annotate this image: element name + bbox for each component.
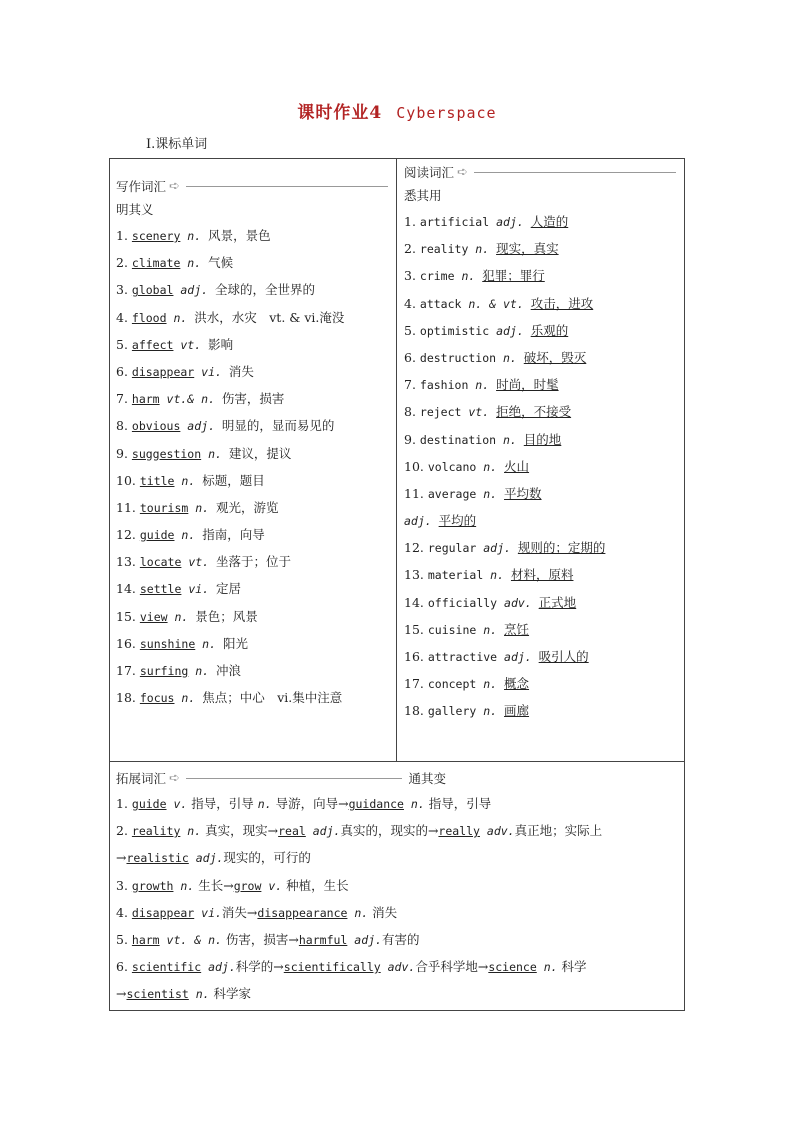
item-pos: n. (461, 269, 483, 284)
item-word: attractive (427, 650, 505, 664)
item-pos: vt.& n. (159, 392, 222, 407)
item-number: 17. (116, 663, 140, 678)
item-meaning: 焦点；中心 vi.集中注意 (202, 690, 343, 706)
item-number: 5. (116, 336, 132, 352)
item-word: title (139, 473, 175, 488)
extension-header-label: 拓展词汇 (116, 771, 167, 786)
item-pos: n. (257, 797, 272, 811)
item-pos: n. (166, 310, 195, 325)
item-number: 4. (116, 309, 132, 325)
list-item (116, 358, 392, 385)
item-word: reality (419, 242, 476, 257)
item-word: tourism (139, 500, 189, 515)
list-item (116, 412, 392, 439)
item-text: 消失 (368, 904, 398, 920)
item-pos: n. (483, 622, 505, 637)
item-word: scenery (131, 229, 181, 243)
list-item (116, 926, 681, 953)
item-pos: vt. (468, 405, 497, 420)
item-number: 6. (404, 349, 420, 365)
item-meaning: 目的地 (523, 431, 562, 447)
item-word: realistic (126, 851, 189, 866)
item-word: fashion (419, 378, 476, 393)
list-item (404, 317, 680, 344)
item-pos: n. (403, 797, 425, 811)
item-text: → (116, 850, 127, 866)
list-item (404, 534, 680, 561)
table-divider-horizontal (109, 761, 685, 762)
item-number: 10. (404, 458, 428, 474)
item-word: optimistic (419, 323, 497, 338)
item-meaning: 洪水，水灾 vt. & vi.淹没 (194, 309, 345, 325)
item-pos: n. (347, 905, 369, 920)
writing-list (116, 222, 392, 711)
item-word: obvious (131, 419, 181, 434)
item-meaning: 乐观的 (530, 322, 569, 338)
list-item (404, 643, 680, 670)
item-word: view (139, 609, 168, 624)
item-pos: v. (261, 878, 283, 893)
item-word: flood (131, 310, 167, 325)
item-meaning: 观光，游览 (216, 499, 279, 515)
item-pos: adj. (496, 215, 531, 229)
list-item (116, 521, 392, 548)
item-number: 2. (116, 255, 132, 271)
item-word: climate (131, 256, 181, 271)
item-pos: vt. (173, 337, 209, 352)
item-pos: n. (180, 229, 209, 243)
item-text: 科学 (557, 959, 587, 975)
list-item (404, 453, 680, 480)
item-number: 9. (116, 445, 132, 461)
item-text: 3. (116, 877, 132, 893)
list-item (116, 603, 392, 630)
list-item (116, 575, 392, 602)
item-pos: vt. & n. (159, 932, 222, 947)
item-text: 伤害，损害→ (221, 931, 299, 947)
item-meaning: 阳光 (222, 635, 248, 651)
list-item (116, 980, 681, 1007)
item-text: 科学的→ (235, 959, 284, 975)
list-item (404, 398, 680, 425)
item-pos: adv. (380, 960, 416, 975)
item-pos: adj. (173, 283, 215, 298)
item-word: affect (131, 337, 174, 352)
item-meaning: 明显的，显而易见的 (221, 418, 335, 434)
list-item (404, 589, 680, 616)
item-number: 8. (116, 418, 132, 434)
item-text: → (116, 986, 127, 1002)
item-pos: n. (180, 256, 209, 271)
item-number: 18. (404, 703, 428, 719)
item-text: 种植，生长 (282, 877, 349, 893)
item-number: 14. (116, 581, 140, 597)
double-arrow-icon: ➪ (169, 178, 177, 194)
list-item (404, 561, 680, 588)
item-number: 7. (404, 377, 420, 393)
extension-header-tail: 通其变 (408, 771, 446, 786)
item-word: sunshine (139, 636, 196, 651)
item-word: real (278, 824, 306, 839)
item-number: 16. (404, 649, 428, 664)
list-item (116, 467, 392, 494)
item-number: 6. (116, 363, 132, 379)
title-en: Cyberspace (396, 104, 497, 122)
item-number: 3. (404, 268, 420, 284)
item-pos: n. (483, 459, 505, 474)
double-arrow-icon: ➪ (169, 770, 177, 786)
item-word: destination (419, 432, 503, 447)
item-meaning: 现实，真实 (496, 241, 559, 257)
list-item (404, 670, 680, 697)
item-meaning: 影响 (208, 336, 234, 352)
item-text: 5. (116, 931, 132, 947)
item-pos: adj. (496, 323, 531, 338)
item-text: 现实的，可行的 (223, 850, 311, 866)
list-item (404, 480, 680, 507)
item-pos: n. (188, 664, 217, 678)
title-cn: 课时作业4 (297, 103, 383, 123)
item-word: average (427, 486, 484, 501)
item-pos: adj. (180, 419, 222, 434)
item-text: 指导，引导 (187, 796, 258, 811)
item-number: 12. (404, 540, 428, 556)
double-arrow-icon: ➪ (457, 164, 465, 180)
extension-header (116, 766, 446, 790)
item-word: scientific (131, 960, 202, 975)
item-number: 9. (404, 431, 420, 447)
item-number: 13. (116, 554, 140, 570)
item-pos: n. (490, 568, 511, 583)
reading-header (404, 160, 680, 184)
item-word: volcano (427, 459, 484, 474)
item-pos: v. (166, 797, 188, 811)
item-pos: n. (188, 500, 217, 515)
item-word: attack (419, 296, 469, 311)
item-number: 16. (116, 635, 140, 651)
item-meaning: 景色；风景 (195, 608, 258, 624)
item-number: 2. (404, 241, 420, 257)
item-word: destruction (419, 350, 503, 365)
item-text: 生长→ (194, 877, 234, 893)
list-item (116, 817, 681, 844)
item-word: guidance (348, 797, 404, 811)
section-label: Ⅰ.课标单词 (146, 137, 208, 152)
list-item (116, 657, 392, 684)
item-text: 2. (116, 823, 132, 839)
item-number: 8. (404, 404, 420, 420)
page-title (0, 98, 794, 123)
dash-line (186, 186, 388, 187)
item-word: reality (131, 824, 181, 839)
list-item (116, 494, 392, 521)
list-item (116, 331, 392, 358)
item-pos: n. (174, 528, 203, 543)
item-number: 17. (404, 676, 428, 692)
item-meaning: 全球的，全世界的 (215, 282, 316, 298)
item-word: artificial (419, 215, 497, 229)
item-meaning: 材料，原料 (510, 567, 574, 583)
item-meaning: 犯罪；罪行 (482, 268, 545, 284)
item-meaning: 吸引人的 (538, 649, 589, 664)
list-item (116, 953, 681, 980)
item-word: officially (427, 595, 505, 610)
item-text: 科学家 (209, 986, 252, 1002)
item-word: locate (139, 555, 182, 570)
list-item (116, 790, 681, 817)
list-item (404, 697, 680, 724)
item-meaning: 人造的 (530, 214, 569, 229)
item-number: 18. (116, 690, 140, 706)
list-item (116, 872, 681, 899)
item-number: 15. (404, 621, 428, 637)
reading-sub: 悉其用 (404, 188, 442, 203)
item-number: 3. (116, 282, 132, 298)
item-word: scientist (126, 987, 189, 1002)
item-word: harm (131, 932, 160, 947)
item-meaning: 伤害，损害 (221, 391, 285, 407)
item-word: disappearance (257, 905, 348, 920)
list-item (404, 426, 680, 453)
item-text: 合乎科学地→ (415, 959, 489, 975)
item-word: scientifically (283, 960, 381, 975)
item-number: 14. (404, 594, 428, 610)
item-meaning: 正式地 (538, 594, 577, 610)
item-meaning: 平均数 (504, 485, 542, 501)
list-item (404, 235, 680, 262)
reading-list (404, 208, 680, 725)
item-word: cuisine (427, 622, 484, 637)
item-word: gallery (427, 704, 484, 719)
item-pos: adj. (188, 851, 224, 866)
item-pos: adj. (201, 960, 236, 975)
list-item (116, 899, 681, 926)
list-item (404, 507, 680, 534)
item-text: 指导，引导 (424, 796, 492, 811)
item-text: 导游，向导→ (271, 796, 349, 811)
item-word: reject (419, 405, 469, 420)
item-word: focus (139, 691, 175, 706)
list-item (404, 262, 680, 289)
item-pos: n. (167, 609, 196, 624)
item-pos: vi. (194, 905, 222, 920)
list-item (116, 304, 392, 331)
item-text: 6. (116, 959, 132, 975)
item-number: 12. (116, 527, 140, 543)
item-pos: n. (483, 704, 505, 719)
item-pos: n. (483, 486, 505, 501)
item-meaning: 火山 (504, 458, 530, 474)
item-meaning: 建议，提议 (228, 445, 292, 461)
item-word: growth (131, 878, 174, 893)
item-number: 11. (116, 499, 140, 515)
item-word: settle (139, 582, 182, 597)
item-word: grow (233, 878, 262, 893)
item-meaning: 气候 (208, 255, 234, 271)
item-text: 有害的 (381, 931, 420, 947)
writing-sub: 明其义 (116, 202, 154, 217)
item-meaning: 概念 (504, 676, 530, 692)
item-word: guide (139, 528, 175, 543)
item-number: 15. (116, 608, 140, 624)
item-meaning: 平均的 (438, 513, 477, 529)
item-text: 真正地；实际上 (514, 823, 603, 839)
item-meaning: 画廊 (504, 703, 530, 719)
item-text: 4. (116, 904, 132, 920)
item-text: 1. (116, 796, 132, 811)
item-word: concept (427, 677, 484, 692)
item-number: 4. (404, 295, 420, 311)
item-meaning: 规则的；定期的 (517, 540, 606, 556)
item-word: surfing (139, 664, 189, 678)
list-item (116, 222, 392, 249)
list-item (404, 371, 680, 398)
item-meaning: 消失 (228, 363, 254, 379)
list-item (116, 630, 392, 657)
item-meaning: 风景，景色 (208, 228, 271, 243)
item-pos: n. (475, 242, 497, 257)
reading-header-label: 阅读词汇 (404, 165, 455, 180)
extension-list (116, 790, 681, 1008)
item-text: 消失→ (221, 904, 258, 920)
item-pos: vi. (181, 582, 217, 597)
item-word: disappear (131, 905, 195, 920)
dash-line (186, 778, 403, 779)
item-meaning: 烹饪 (504, 621, 530, 637)
list-item (404, 208, 680, 235)
item-word: guide (131, 797, 167, 811)
extension-vocab-section (116, 766, 681, 1008)
item-meaning: 指南，向导 (202, 527, 265, 543)
item-pos: adj. (305, 824, 341, 839)
list-item (116, 440, 392, 467)
item-pos: n. (174, 691, 203, 706)
item-pos: n. (201, 446, 229, 461)
table-divider-vertical (396, 158, 397, 762)
item-number: 13. (404, 567, 428, 583)
item-meaning: 攻击，进攻 (530, 295, 594, 311)
list-item (116, 684, 392, 711)
writing-header (116, 174, 392, 198)
item-pos: adj. (347, 932, 382, 947)
item-pos: n. (536, 960, 558, 975)
list-item (116, 844, 681, 871)
item-pos: n. & vt. (468, 296, 531, 311)
item-word: science (488, 960, 537, 975)
item-word: harmful (298, 932, 348, 947)
item-meaning: 冲浪 (216, 663, 242, 678)
item-number: 1. (116, 228, 132, 243)
item-word: suggestion (131, 446, 202, 461)
item-text: 真实的，现实的→ (340, 823, 439, 839)
list-item (116, 385, 392, 412)
list-item (116, 249, 392, 276)
item-word: material (427, 568, 491, 583)
item-pos: n. (195, 636, 223, 651)
item-pos: n. (503, 432, 524, 447)
list-item (116, 276, 392, 303)
writing-header-label: 写作词汇 (116, 179, 167, 194)
item-word: global (131, 283, 174, 298)
item-word: crime (419, 269, 462, 284)
item-number: 7. (116, 391, 132, 407)
writing-vocab-column (116, 174, 392, 711)
item-number: 10. (116, 472, 140, 488)
item-word: really (438, 824, 480, 839)
list-item (116, 548, 392, 575)
item-meaning: 破坏，毁灭 (523, 349, 587, 365)
reading-vocab-column (404, 160, 680, 725)
item-meaning: 时尚，时髦 (496, 377, 559, 393)
item-pos: adj. (504, 650, 539, 664)
item-number: 11. (404, 485, 428, 501)
item-pos: n. (503, 350, 524, 365)
item-pos: n. (173, 878, 195, 893)
item-word: regular (427, 541, 484, 556)
list-item (404, 344, 680, 371)
item-pos: n. (180, 824, 202, 839)
item-pos: adv. (479, 824, 515, 839)
item-meaning: 拒绝，不接受 (496, 404, 572, 420)
item-text: 真实，现实→ (201, 823, 279, 839)
item-pos: adv. (504, 595, 539, 610)
item-meaning: 标题，题目 (202, 472, 265, 488)
item-pos: adj. (404, 514, 439, 529)
item-pos: vi. (194, 364, 229, 379)
item-pos: n. (188, 987, 210, 1002)
item-pos: adj. (483, 541, 518, 556)
list-item (404, 290, 680, 317)
list-item (404, 616, 680, 643)
item-pos: n. (174, 473, 203, 488)
item-number: 1. (404, 214, 420, 229)
dash-line (474, 172, 676, 173)
item-word: harm (131, 392, 160, 407)
item-pos: vt. (181, 555, 217, 570)
item-number: 5. (404, 322, 420, 338)
item-meaning: 定居 (216, 581, 242, 597)
item-word: disappear (131, 364, 195, 379)
item-pos: n. (475, 378, 497, 393)
item-meaning: 坐落于；位于 (216, 554, 292, 570)
item-pos: n. (483, 677, 505, 692)
